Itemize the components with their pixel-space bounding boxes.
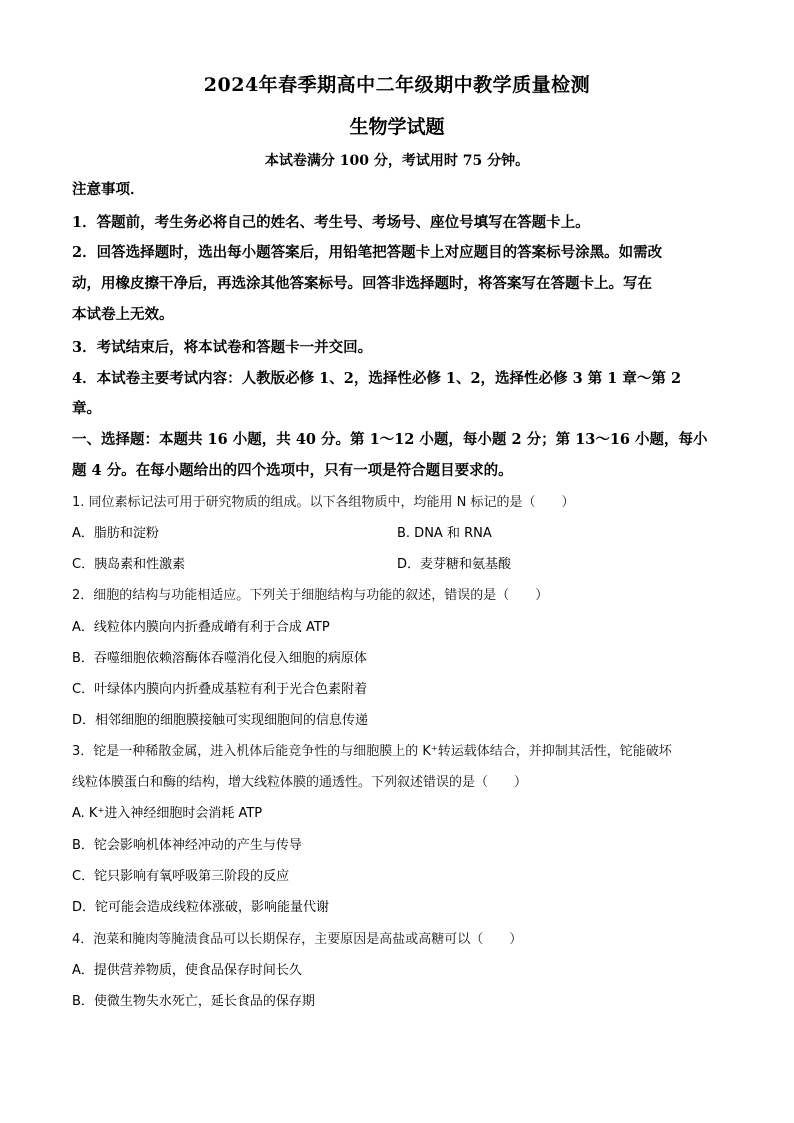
- question-2-stem: 2．细胞的结构与功能相适应。下列关于细胞结构与功能的叙述，错误的是（ ）: [72, 588, 549, 603]
- question-1-stem: 1. 同位素标记法可用于研究物质的组成。以下各组物质中，均能用 N 标记的是（ ）: [72, 495, 575, 510]
- question-3-option-a: A. K⁺进入神经细胞时会消耗 ATP: [72, 806, 263, 821]
- question-4-stem: 4．泡菜和腌肉等腌渍食品可以长期保存，主要原因是高盐或高糖可以（ ）: [72, 932, 523, 947]
- exam-subtitle: 生物学试题: [349, 116, 445, 138]
- question-3-option-c: C．铊只影响有氧呼吸第三阶段的反应: [72, 869, 290, 884]
- note-2-line-3: 本试卷上无效。: [72, 306, 174, 323]
- question-1-option-b: B. DNA 和 RNA: [397, 526, 492, 541]
- question-3-option-d: D．铊可能会造成线粒体涨破，影响能量代谢: [72, 900, 330, 915]
- question-2-option-b: B．吞噬细胞依赖溶酶体吞噬消化侵入细胞的病原体: [72, 651, 367, 666]
- section-heading-line-1: 一、选择题：本题共 16 小题，共 40 分。第 1～12 小题，每小题 2 分；第 13～16 小题，每小: [72, 431, 708, 448]
- note-4-line-1: 4．本试卷主要考试内容：人教版必修 1、2，选择性必修 1、2，选择性必修 3 第 1 章～第 2: [72, 370, 682, 387]
- exam-info: 本试卷满分 100 分，考试用时 75 分钟。: [264, 153, 530, 169]
- question-3-stem-line-2: 线粒体膜蛋白和酶的结构，增大线粒体膜的通透性。下列叙述错误的是（ ）: [72, 775, 528, 790]
- question-1-option-c: C．胰岛素和性激素: [72, 557, 186, 572]
- question-4-option-a: A．提供营养物质，使食品保存时间长久: [72, 963, 302, 978]
- note-1: 1．答题前，考生务必将自己的姓名、考生号、考场号、座位号填写在答题卡上。: [72, 214, 590, 231]
- question-1-option-a: A．脂肪和淀粉: [72, 526, 159, 541]
- note-4-line-2: 章。: [72, 400, 101, 417]
- note-2-line-2: 动，用橡皮擦干净后，再选涂其他答案标号。回答非选择题时，将答案写在答题卡上。写在: [72, 275, 652, 292]
- question-4-option-b: B．使微生物失水死亡，延长食品的保存期: [72, 994, 315, 1009]
- section-heading-line-2: 题 4 分。在每小题给出的四个选项中，只有一项是符合题目要求的。: [72, 462, 513, 479]
- question-2-option-a: A．线粒体内膜向内折叠成嵴有利于合成 ATP: [72, 620, 330, 635]
- question-3-option-b: B．铊会影响机体神经冲动的产生与传导: [72, 838, 302, 853]
- note-2-line-1: 2．回答选择题时，选出每小题答案后，用铅笔把答题卡上对应题目的答案标号涂黑。如需改: [72, 244, 663, 261]
- note-3: 3．考试结束后，将本试卷和答题卡一并交回。: [72, 339, 373, 356]
- question-3-stem-line-1: 3．铊是一种稀散金属，进入机体后能竞争性的与细胞膜上的 K⁺转运载体结合，并抑制其活性，铊能破坏: [72, 744, 672, 759]
- exam-title: 2024年春季期高中二年级期中教学质量检测: [203, 74, 591, 96]
- question-1-option-d: D．麦芽糖和氨基酸: [397, 557, 512, 572]
- notes-heading: 注意事项．: [72, 181, 145, 198]
- question-2-option-d: D．相邻细胞的细胞膜接触可实现细胞间的信息传递: [72, 713, 369, 728]
- question-2-option-c: C．叶绿体内膜向内折叠成基粒有利于光合色素附着: [72, 682, 368, 697]
